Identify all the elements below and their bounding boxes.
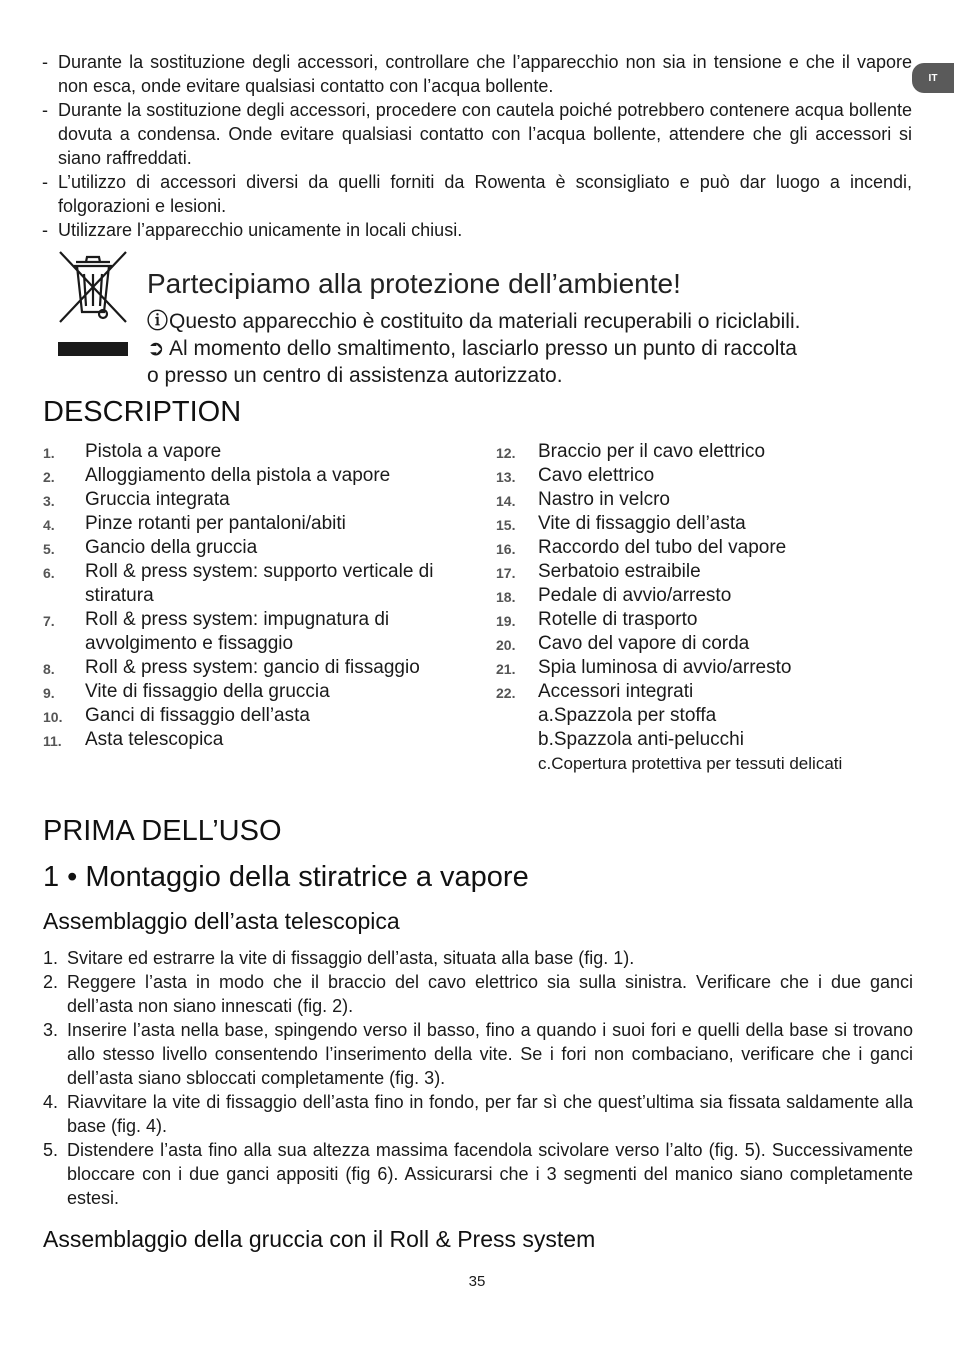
crossed-bin-icon: [56, 248, 130, 358]
environment-section: [56, 248, 916, 398]
sub-list-item: a.Spazzola per stoffa: [538, 705, 717, 726]
section-1-title: 1 • Montaggio della stiratrice a vapore: [43, 861, 529, 893]
list-item: 6. Roll & press system: supporto verticale di stiratura: [43, 561, 434, 606]
list-item: 21. Spia luminosa di avvio/arresto: [496, 657, 792, 678]
safety-item: - L’utilizzo di accessori diversi da quelli forniti da Rowenta è sconsigliato e può dar luogo a incendi, folgorazioni e lesioni.: [42, 170, 912, 218]
safety-list: [42, 50, 912, 242]
list-item: 9. Vite di fissaggio della gruccia: [43, 681, 330, 702]
list-item: 15. Vite di fissaggio dell’asta: [496, 513, 746, 534]
list-item: 13. Cavo elettrico: [496, 465, 655, 486]
list-item: 22. Accessori integrati: [496, 681, 694, 702]
environment-line: ➲ Al momento dello smaltimento, lasciarlo presso un punto di raccolta: [147, 337, 797, 360]
list-item: 12. Braccio per il cavo elettrico: [496, 441, 766, 462]
list-item: 2. Alloggiamento della pistola a vapore: [43, 465, 391, 486]
step-item: 4. Riavvitare la vite di fissaggio dell’asta fino in fondo, per far sì che quest’ultima sia fissata saldamente alla base (fig. 4).: [43, 1092, 913, 1136]
description-list-right: [496, 440, 916, 776]
page-number: 35: [468, 1273, 486, 1290]
list-item: 18. Pedale di avvio/arresto: [496, 585, 732, 606]
safety-item: - Durante la sostituzione degli accessori, controllare che l’apparecchio non sia in tensione e che il vapore non esca, onde evitare qualsiasi contatto con l’acqua bollente.: [42, 50, 912, 98]
step-item: 2. Reggere l’asta in modo che il braccio del cavo elettrico sia sulla sinistra. Verificare che i due ganci dell’asta non siano innescati (fig. 2).: [43, 972, 913, 1016]
list-item: 10. Ganci di fissaggio dell’asta: [43, 705, 310, 726]
environment-line: o presso un centro di assistenza autorizzato.: [147, 364, 563, 387]
assembly-steps: [43, 946, 913, 1210]
list-item: 14. Nastro in velcro: [496, 489, 670, 510]
environment-title: Partecipiamo alla protezione dell’ambiente!: [147, 268, 681, 299]
step-item: 3. Inserire l’asta nella base, spingendo verso il basso, fino a quando i suoi fori e quelli della base si trovano allo stesso livello consentendo l’inserimento della vite. Se i fori non combaciano, verificare che i ganci dell’asta siano sbloccati completamente (fig. 3).: [43, 1020, 913, 1088]
list-item: 20. Cavo del vapore di corda: [496, 633, 750, 654]
list-item: 1. Pistola a vapore: [43, 441, 222, 462]
language-tab: IT: [912, 63, 954, 93]
list-item: 7. Roll & press system: impugnatura di avvolgimento e fissaggio: [43, 609, 390, 654]
description-list-left: [43, 440, 463, 752]
arrow-right-icon: ➲: [147, 337, 165, 360]
list-item: 17. Serbatoio estraibile: [496, 561, 701, 582]
safety-item: - Durante la sostituzione degli accessori, procedere con cautela poiché potrebbero contenere acqua bollente dovuta a condensa. Onde evitare qualsiasi contatto con l’acqua bollente, attendere che gli accessori si siano raffreddati.: [42, 98, 912, 170]
step-item: 5. Distendere l’asta fino alla sua altezza massima facendola scivolare verso l’alto (fig. 5). Successivamente bloccare con i due ganci appositi (fig 6). Assicurarsi che i 3 segmenti del manico siano completamente estesi.: [43, 1140, 913, 1208]
gruccia-section-title: Assemblaggio della gruccia con il Roll & Press system: [43, 1226, 596, 1252]
prima-dell-uso-title: PRIMA DELL’USO: [43, 815, 282, 847]
list-item: 5. Gancio della gruccia: [43, 537, 258, 558]
step-item: 1. Svitare ed estrarre la vite di fissaggio dell’asta, situata alla base (fig. 1).: [43, 948, 635, 968]
asta-section-title: Assemblaggio dell’asta telescopica: [43, 908, 400, 934]
list-item: 8. Roll & press system: gancio di fissaggio: [43, 657, 420, 678]
list-item: 4. Pinze rotanti per pantaloni/abiti: [43, 513, 346, 534]
list-item: 19. Rotelle di trasporto: [496, 609, 698, 630]
list-item: 3. Gruccia integrata: [43, 489, 230, 510]
list-item: 16. Raccordo del tubo del vapore: [496, 537, 787, 558]
sub-list-item: c.Copertura protettiva per tessuti delicati: [538, 754, 843, 773]
description-title: DESCRIPTION: [43, 396, 242, 428]
info-icon: ⓘ: [147, 310, 168, 333]
list-item: 11. Asta telescopica: [43, 729, 224, 750]
environment-line: ⓘQuesto apparecchio è costituito da materiali recuperabili o riciclabili.: [147, 310, 801, 333]
sub-list-item: b.Spazzola anti-pelucchi: [538, 729, 744, 750]
safety-item: - Utilizzare l’apparecchio unicamente in locali chiusi.: [42, 218, 912, 242]
